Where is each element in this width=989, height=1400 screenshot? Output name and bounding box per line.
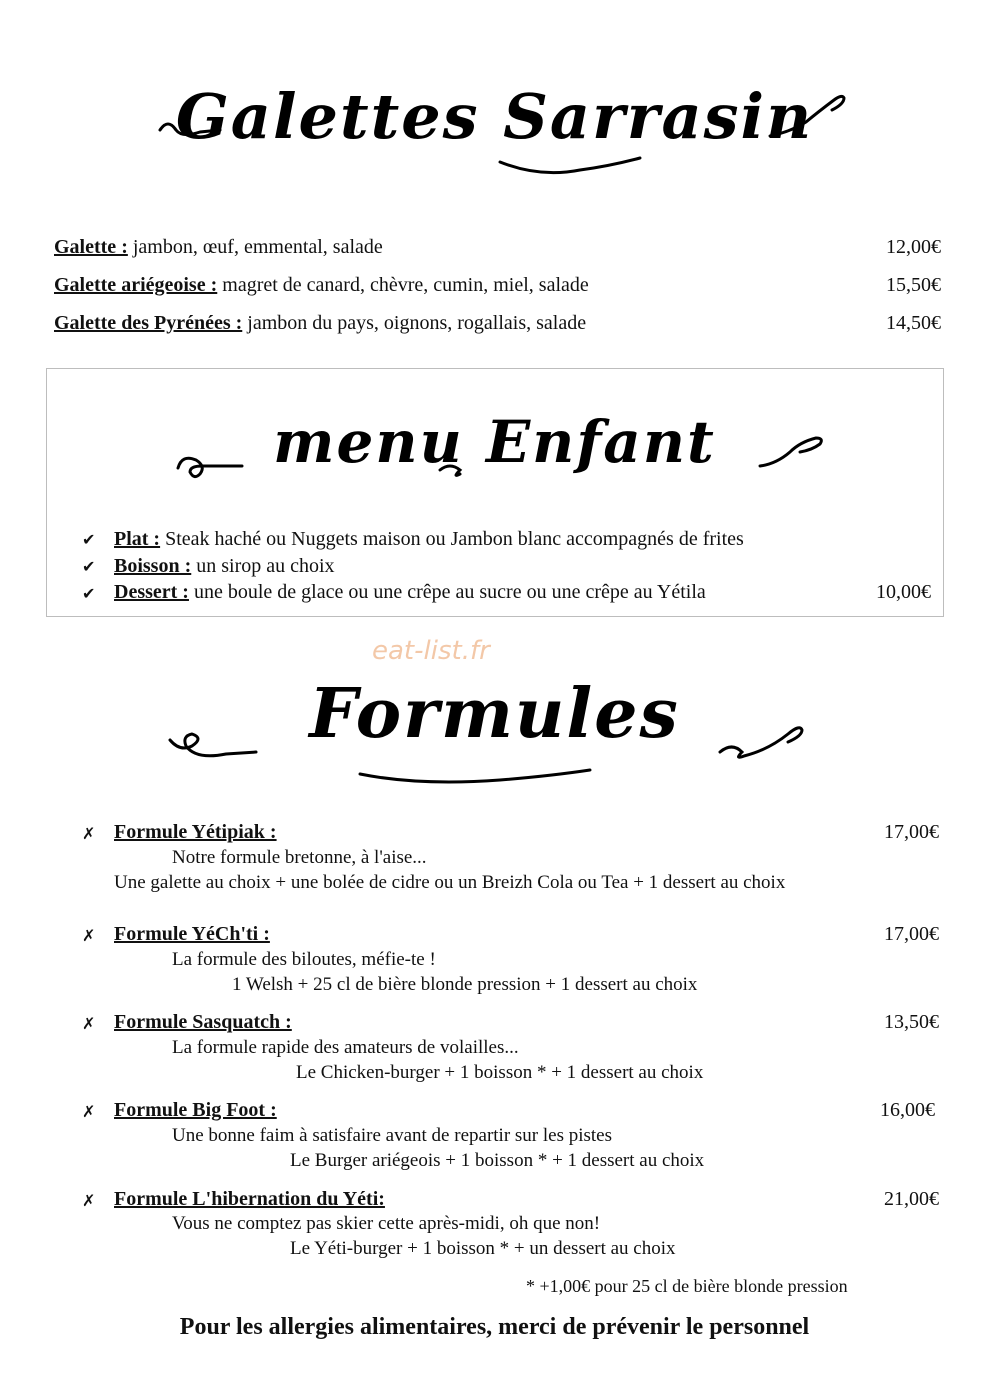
check-icon: ✔ <box>82 530 96 549</box>
formules-title: Formules <box>309 674 680 754</box>
galette-item-name: Galette des Pyrénées : <box>54 312 243 334</box>
formule-price: 17,00€ <box>884 923 939 945</box>
galette-item-desc: jambon du pays, oignons, rogallais, salade <box>242 312 587 334</box>
formule-price: 21,00€ <box>884 1188 939 1210</box>
kids-item-1 <box>114 527 744 551</box>
cross-icon: ✗ <box>82 1102 96 1121</box>
formule-price: 17,00€ <box>884 821 939 843</box>
cross-icon: ✗ <box>82 824 96 843</box>
formule-name: Formule Sasquatch : <box>114 1011 292 1033</box>
formule-content: Le Chicken-burger + 1 boisson * + 1 dessert au choix <box>296 1062 704 1083</box>
formule-price: 16,00€ <box>880 1099 935 1121</box>
cross-icon: ✗ <box>82 926 96 945</box>
formule-tagline: La formule rapide des amateurs de volailles... <box>172 1037 519 1058</box>
formule-name: Formule Yétipiak : <box>114 821 277 843</box>
formule-price: 13,50€ <box>884 1011 939 1033</box>
galette-item-price: 12,00€ <box>886 236 941 258</box>
formule-content: 1 Welsh + 25 cl de bière blonde pression + 1 dessert au choix <box>232 974 698 995</box>
formule-content: Le Yéti-burger + 1 boisson * + un dessert au choix <box>290 1238 676 1259</box>
kids-item-desc: un sirop au choix <box>191 555 335 577</box>
galette-item-1 <box>54 235 383 259</box>
watermark: eat-list.fr <box>372 636 490 666</box>
galette-item-desc: magret de canard, chèvre, cumin, miel, salade <box>217 274 589 296</box>
cross-icon: ✗ <box>82 1014 96 1033</box>
allergy-notice: Pour les allergies alimentaires, merci de prévenir le personnel <box>179 1314 810 1340</box>
kids-item-desc: une boule de glace ou une crêpe au sucre ou une crêpe au Yétila <box>188 581 706 603</box>
galette-item-desc: jambon, œuf, emmental, salade <box>127 236 383 258</box>
kids-title: menu Enfant <box>273 408 716 476</box>
check-icon: ✔ <box>82 557 96 576</box>
formule-tagline: La formule des biloutes, méfie-te ! <box>172 949 436 970</box>
kids-item-name: Plat : <box>114 528 161 550</box>
formule-name: Formule Big Foot : <box>114 1099 277 1121</box>
formule-content: Le Burger ariégeois + 1 boisson * + 1 dessert au choix <box>290 1150 705 1171</box>
kids-item-name: Dessert : <box>114 581 189 603</box>
galettes-title: Galettes Sarrasin <box>175 80 814 153</box>
kids-menu-price: 10,00€ <box>876 581 931 603</box>
formule-tagline: Notre formule bretonne, à l'aise... <box>172 847 427 868</box>
galette-item-price: 14,50€ <box>886 312 941 334</box>
kids-item-3 <box>114 580 706 604</box>
check-icon: ✔ <box>82 584 96 603</box>
footnote: * +1,00€ pour 25 cl de bière blonde pression <box>526 1276 848 1296</box>
formule-name: Formule YéCh'ti : <box>114 923 270 945</box>
galette-item-name: Galette ariégeoise : <box>54 274 218 296</box>
kids-item-name: Boisson : <box>114 555 192 577</box>
formule-name: Formule L'hibernation du Yéti: <box>114 1188 385 1210</box>
kids-item-2 <box>114 554 335 578</box>
galette-item-price: 15,50€ <box>886 274 941 296</box>
kids-item-desc: Steak haché ou Nuggets maison ou Jambon blanc accompagnés de frites <box>160 528 744 550</box>
formule-tagline: Une bonne faim à satisfaire avant de repartir sur les pistes <box>172 1125 613 1146</box>
cross-icon: ✗ <box>82 1191 96 1210</box>
formule-content: Une galette au choix + une bolée de cidre ou un Breizh Cola ou Tea + 1 dessert au choix <box>114 872 786 893</box>
galette-item-2 <box>54 273 589 297</box>
galette-item-3 <box>54 311 586 335</box>
formule-tagline: Vous ne comptez pas skier cette après-midi, oh que non! <box>172 1213 601 1234</box>
galette-item-name: Galette : <box>54 236 128 258</box>
